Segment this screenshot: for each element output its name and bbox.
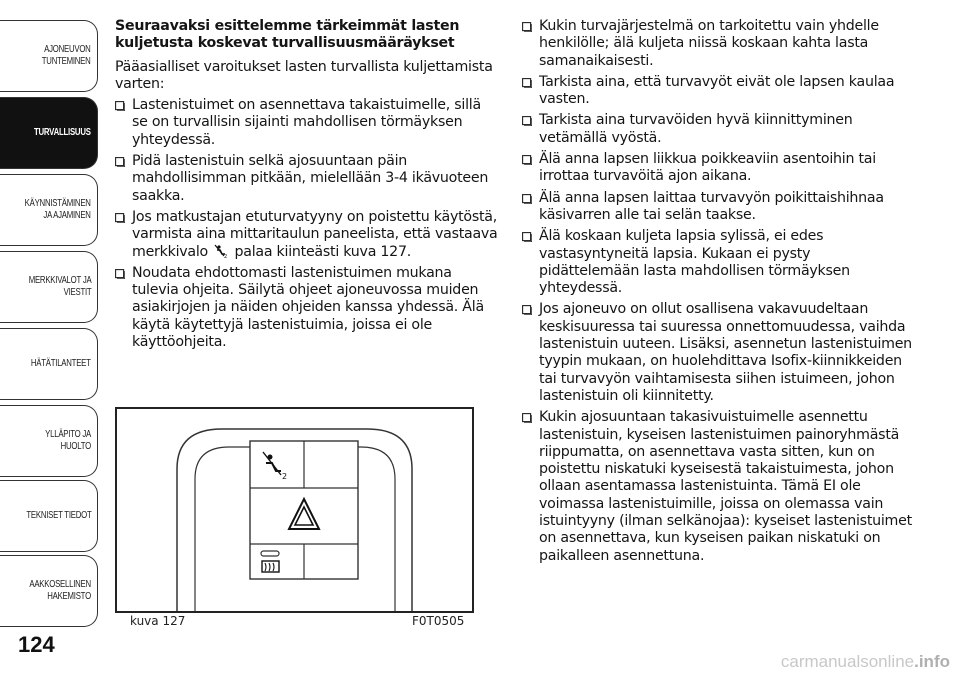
figure-code: F0T0505 bbox=[412, 614, 465, 628]
list-item-text: Kukin ajosuuntaan takasivuistuimelle asennettu lastenistuin, kyseisen lastenistuimen painoryhmästä riippumatta, on asennettava vasta sitten, kun on poistettu niskatuki kyseisestä takaistuimesta, johon ollaan asentamassa lastenistuinta. Tämä EI ole voimassa lastenistuimille, joissa on olemassa vain istuintyyny (ilman selkänojaa): kyseiset lastenistuimet on asennettava, kun kyseisen paikan niskatuki on paikalleen asennettuna. bbox=[539, 409, 912, 564]
bullet-box-icon bbox=[115, 157, 125, 167]
passenger-airbag-off-icon bbox=[214, 244, 228, 258]
right-column bbox=[522, 18, 912, 569]
page-number: 124 bbox=[18, 632, 55, 657]
right-bullet-list bbox=[522, 18, 912, 565]
tab-kaynnistaminen[interactable] bbox=[0, 174, 98, 246]
tab-label: AAKKOSELLINEN HAKEMISTO bbox=[29, 579, 91, 602]
tab-label: HÄTÄTILANTEET bbox=[31, 358, 91, 369]
tab-label: TEKNISET TIEDOT bbox=[25, 510, 91, 521]
list-item bbox=[522, 409, 912, 565]
list-item-text-start: Jos matkustajan etuturvatyyny on poistettu käytöstä, varmista aina mittaritaulun paneelista, että vastaava merkkivalo bbox=[132, 208, 498, 260]
list-item bbox=[522, 151, 912, 186]
bullet-box-icon bbox=[522, 155, 532, 165]
list-item bbox=[522, 112, 912, 147]
list-item-text: Kukin turvajärjestelmä on tarkoitettu vain yhdelle henkilölle; älä kuljeta niissä koskaan kahta lasta samanaikaisesti. bbox=[539, 18, 879, 69]
list-item-text: Älä anna lapsen liikkua poikkeaviin asentoihin tai irrottaa turvavöitä ajon aikana. bbox=[539, 151, 876, 185]
dashboard-figure bbox=[115, 407, 474, 613]
bullet-box-icon bbox=[115, 101, 125, 111]
bullet-box-icon bbox=[522, 232, 532, 242]
bullet-box-icon bbox=[522, 305, 532, 315]
list-item-text: Jos ajoneuvo on ollut osallisena vakavuudeltaan keskisuuressa tai suuressa onnettomuudessa, vaihda lastenistuin uuteen. Lisäksi, asennetun lastenistuimen tyypin mukaan, on huolehdittava Isofix-kiinnikkeiden tai turvavyön vaihtamisesta siihen istuimeen, johon lastenistuin oli kiinnitetty. bbox=[539, 301, 912, 404]
tab-tekniset-tiedot[interactable] bbox=[0, 480, 98, 552]
tab-ajoneuvon-tunteminen[interactable] bbox=[0, 20, 98, 92]
list-item bbox=[522, 228, 912, 297]
bullet-box-icon bbox=[522, 116, 532, 126]
tab-label: TURVALLISUUS bbox=[34, 127, 91, 138]
tab-aakkosellinen-hakemisto[interactable] bbox=[0, 555, 98, 627]
intro-text: Pääasialliset varoitukset lasten turvallista kuljettamista varten: bbox=[115, 58, 493, 92]
airbag-icon-number: 2 bbox=[282, 472, 288, 481]
list-item bbox=[115, 265, 500, 351]
tab-label: KÄYNNISTÄMINEN JA AJAMINEN bbox=[24, 198, 91, 221]
list-item-text: Tarkista aina turvavöiden hyvä kiinnittyminen vetämällä vyöstä. bbox=[539, 112, 853, 146]
figure-caption: kuva 127 bbox=[130, 614, 186, 628]
tab-merkkivalot[interactable] bbox=[0, 251, 98, 323]
tab-label: MERKKIVALOT JA VIESTIT bbox=[28, 275, 91, 298]
watermark-prefix: carmanualsonline bbox=[780, 652, 915, 671]
list-item-text: Lastenistuimet on asennettava takaistuimelle, sillä se on turvallisin sijainti mahdollisen törmäyksen yhteydessä. bbox=[132, 97, 481, 148]
tab-yllapito[interactable] bbox=[0, 405, 98, 477]
watermark-suffix: .info bbox=[914, 652, 950, 671]
list-item bbox=[115, 209, 500, 261]
bullet-box-icon bbox=[115, 269, 125, 279]
list-item bbox=[522, 18, 912, 70]
watermark bbox=[781, 652, 950, 672]
list-item-text: Noudata ehdottomasti lastenistuimen mukana tulevia ohjeita. Säilytä ohjeet ajoneuvossa muiden asiakirjojen ja näiden ohjeiden kanssa yhdessä. Älä käytä käytettyjä lastenistuimia, joissa ei ole käyttöohjeita. bbox=[132, 264, 484, 351]
bullet-box-icon bbox=[522, 194, 532, 204]
section-heading: Seuraavaksi esittelemme tärkeimmät lasten kuljetusta koskevat turvallisuusmääräykset bbox=[115, 18, 460, 52]
bullet-box-icon bbox=[115, 213, 125, 223]
list-item bbox=[522, 74, 912, 109]
left-column bbox=[115, 18, 500, 355]
tab-turvallisuus[interactable] bbox=[0, 97, 98, 169]
list-item-text-end: palaa kiinteästi kuva 127. bbox=[234, 243, 411, 260]
left-bullet-list bbox=[115, 97, 500, 351]
list-item bbox=[115, 97, 500, 149]
tab-label: AJONEUVON TUNTEMINEN bbox=[42, 44, 91, 67]
airbag-icon-number: 2 bbox=[224, 253, 228, 258]
tab-label: YLLÄPITO JA HUOLTO bbox=[45, 429, 91, 452]
list-item-text: Pidä lastenistuin selkä ajosuuntaan päin mahdollisimman pitkään, mielellään 3-4 ikävuoteen saakka. bbox=[132, 153, 489, 204]
list-item-text: Älä koskaan kuljeta lapsia sylissä, ei edes vastasyntyneitä lapsia. Kukaan ei pysty pidättelemään lasta mahdollisen törmäyksen yhteydessä. bbox=[539, 228, 850, 297]
list-item bbox=[522, 301, 912, 405]
list-item bbox=[522, 190, 912, 225]
list-item-text: Älä anna lapsen laittaa turvavyön poikittaishihnaa käsivarren alle tai selän taakse. bbox=[539, 189, 884, 223]
tab-hatatilanteet[interactable] bbox=[0, 328, 98, 400]
list-item-text: Tarkista aina, että turvavyöt eivät ole lapsen kaulaa vasten. bbox=[539, 73, 895, 108]
bullet-box-icon bbox=[522, 78, 532, 88]
dashboard-illustration bbox=[117, 409, 472, 611]
bullet-box-icon bbox=[522, 413, 532, 423]
list-item bbox=[115, 153, 500, 205]
bullet-box-icon bbox=[522, 22, 532, 32]
